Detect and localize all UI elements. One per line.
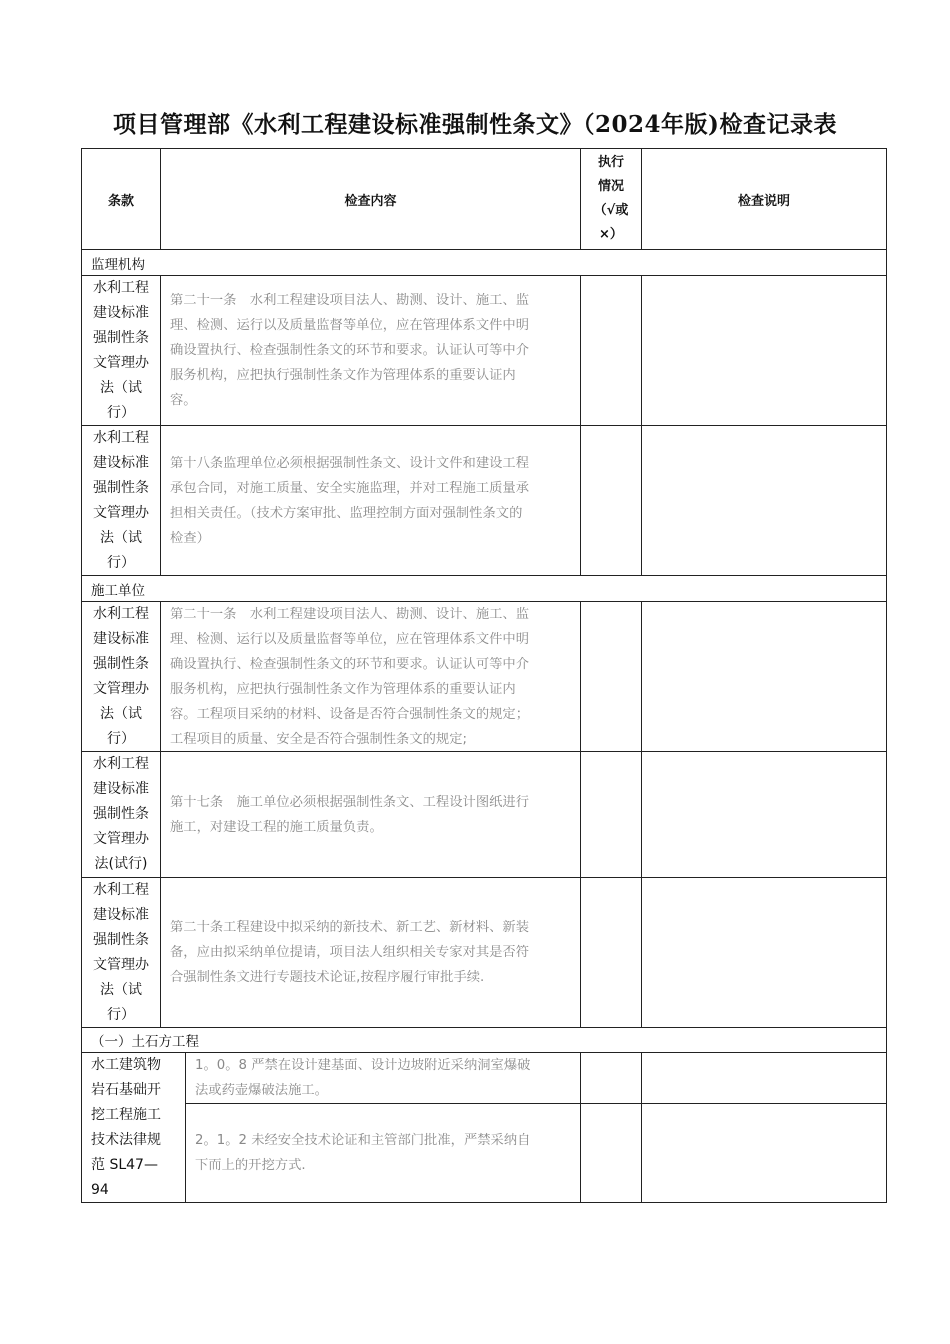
content-line: 容。 xyxy=(170,393,197,408)
clause-cell xyxy=(82,426,160,575)
content-line: 服务机构，应把执行强制性条文作为管理体系的重要认证内 xyxy=(170,368,516,383)
clause-cell xyxy=(82,1053,185,1202)
clause-line: 挖工程施工 xyxy=(91,1106,161,1123)
content-cell xyxy=(161,752,580,877)
content-line: 施工，对建设工程的施工质量负责。 xyxy=(170,819,383,835)
clause-line: 建设标准 xyxy=(93,906,149,923)
clause-line: 强制性条 xyxy=(93,329,149,346)
clause-line: 建设标准 xyxy=(93,454,149,471)
content-line: 第二十一条 水利工程建设项目法人、勘测、设计、施工、监 xyxy=(170,293,530,308)
clause-line: 94 xyxy=(91,1181,109,1198)
section-earthwork: （一）土石方工程 xyxy=(91,1034,199,1050)
content-line: 服务机构，应把执行强制性条文作为管理体系的重要认证内 xyxy=(170,681,516,697)
header-exec-line: 执行 xyxy=(597,155,624,170)
clause-line: 岩石基础开 xyxy=(91,1081,161,1098)
clause-line: 建设标准 xyxy=(93,630,149,647)
clause-line: 强制性条 xyxy=(93,931,149,948)
clause-line: 文管理办 xyxy=(93,504,149,521)
clause-line: 强制性条 xyxy=(93,806,149,822)
clause-line: 水利工程 xyxy=(93,756,149,772)
clause-line: 法(试行) xyxy=(94,856,148,872)
content-line: 第十八条监理单位必须根据强制性条文、设计文件和建设工程 xyxy=(170,455,530,471)
clause-line: 技术法律规 xyxy=(91,1131,161,1148)
clause-line: 范 SL47— xyxy=(91,1156,158,1173)
content-cell xyxy=(186,1104,580,1202)
header-note: 检查说明 xyxy=(737,193,790,209)
clause-line: 水利工程 xyxy=(93,279,149,296)
content-line: 检查） xyxy=(170,530,210,546)
clause-line: 法（试 xyxy=(100,981,142,998)
header-clause: 条款 xyxy=(107,193,134,209)
clause-line: 水利工程 xyxy=(93,881,149,898)
content-line: 下而上的开挖方式. xyxy=(195,1158,306,1173)
clause-line: 建设标准 xyxy=(93,781,149,797)
clause-line: 法（试 xyxy=(100,529,142,546)
clause-cell xyxy=(82,878,160,1027)
header-exec-line: ×） xyxy=(599,227,623,242)
clause-line: 文管理办 xyxy=(93,956,149,973)
content-cell xyxy=(161,426,580,575)
clause-line: 行） xyxy=(107,1006,135,1023)
section-supervision: 监理机构 xyxy=(91,256,145,273)
clause-line: 强制性条 xyxy=(93,655,149,672)
header-content: 检查内容 xyxy=(344,193,397,209)
content-cell xyxy=(161,878,580,1027)
content-line: 法或药壶爆破法施工。 xyxy=(195,1083,328,1098)
content-line: 确设置执行、检查强制性条文的环节和要求。认证认可等中介 xyxy=(170,343,530,358)
content-line: 理、检测、运行以及质量监督等单位，应在管理体系文件中明 xyxy=(170,318,530,333)
content-line: 第十七条 施工单位必须根据强制性条文、工程设计图纸进行 xyxy=(170,794,530,810)
clause-cell xyxy=(82,752,160,877)
clause-line: 文管理办 xyxy=(93,680,149,697)
clause-line: 文管理办 xyxy=(93,354,149,371)
content-line: 担相关责任。（技术方案审批、监理控制方面对强制性条文的 xyxy=(170,505,523,521)
content-line: 第二十一条 水利工程建设项目法人、勘测、设计、施工、监 xyxy=(170,606,530,622)
clause-line: 行） xyxy=(107,404,135,421)
clause-line: 水利工程 xyxy=(93,605,149,622)
content-line: 承包合同，对施工质量、安全实施监理，并对工程施工质量承 xyxy=(170,480,530,496)
content-line: 工程项目的质量、安全是否符合强制性条文的规定; xyxy=(170,731,468,747)
content-line: 合强制性条文进行专题技术论证,按程序履行审批手续. xyxy=(170,970,485,985)
clause-line: 水工建筑物 xyxy=(91,1056,161,1073)
clause-line: 行） xyxy=(107,554,135,571)
clause-cell xyxy=(82,276,160,425)
content-cell xyxy=(161,602,580,751)
content-cell xyxy=(186,1053,580,1103)
clause-line: 文管理办 xyxy=(93,831,149,847)
content-cell xyxy=(161,276,580,425)
content-line: 1。0。8 严禁在设计建基面、设计边坡附近采纳洞室爆破 xyxy=(195,1058,531,1073)
page-title: 项目管理部《水利工程建设标准强制性条文》（2024年版)检查记录表 xyxy=(113,111,837,138)
content-line: 备，应由拟采纳单位提请，项目法人组织相关专家对其是否符 xyxy=(170,945,530,960)
content-line: 第二十条工程建设中拟采纳的新技术、新工艺、新材料、新装 xyxy=(170,920,530,935)
clause-line: 行） xyxy=(107,730,135,747)
clause-line: 水利工程 xyxy=(93,429,149,446)
clause-cell xyxy=(82,602,160,751)
content-line: 2。1。2 未经安全技术论证和主管部门批准，严禁采纳自 xyxy=(195,1133,531,1148)
content-line: 理、检测、运行以及质量监督等单位，应在管理体系文件中明 xyxy=(170,631,530,647)
header-exec-line: 情况 xyxy=(597,179,624,194)
section-construction: 施工单位 xyxy=(91,582,145,599)
content-line: 确设置执行、检查强制性条文的环节和要求。认证认可等中介 xyxy=(170,656,530,672)
content-line: 容。工程项目采纳的材料、设备是否符合强制性条文的规定； xyxy=(170,706,530,722)
clause-line: 强制性条 xyxy=(93,479,149,496)
clause-line: 法（试 xyxy=(100,705,142,722)
header-exec-status xyxy=(581,149,641,249)
clause-line: 建设标准 xyxy=(93,304,149,321)
clause-line: 法（试 xyxy=(100,379,142,396)
header-exec-line: （√或 xyxy=(593,203,629,218)
